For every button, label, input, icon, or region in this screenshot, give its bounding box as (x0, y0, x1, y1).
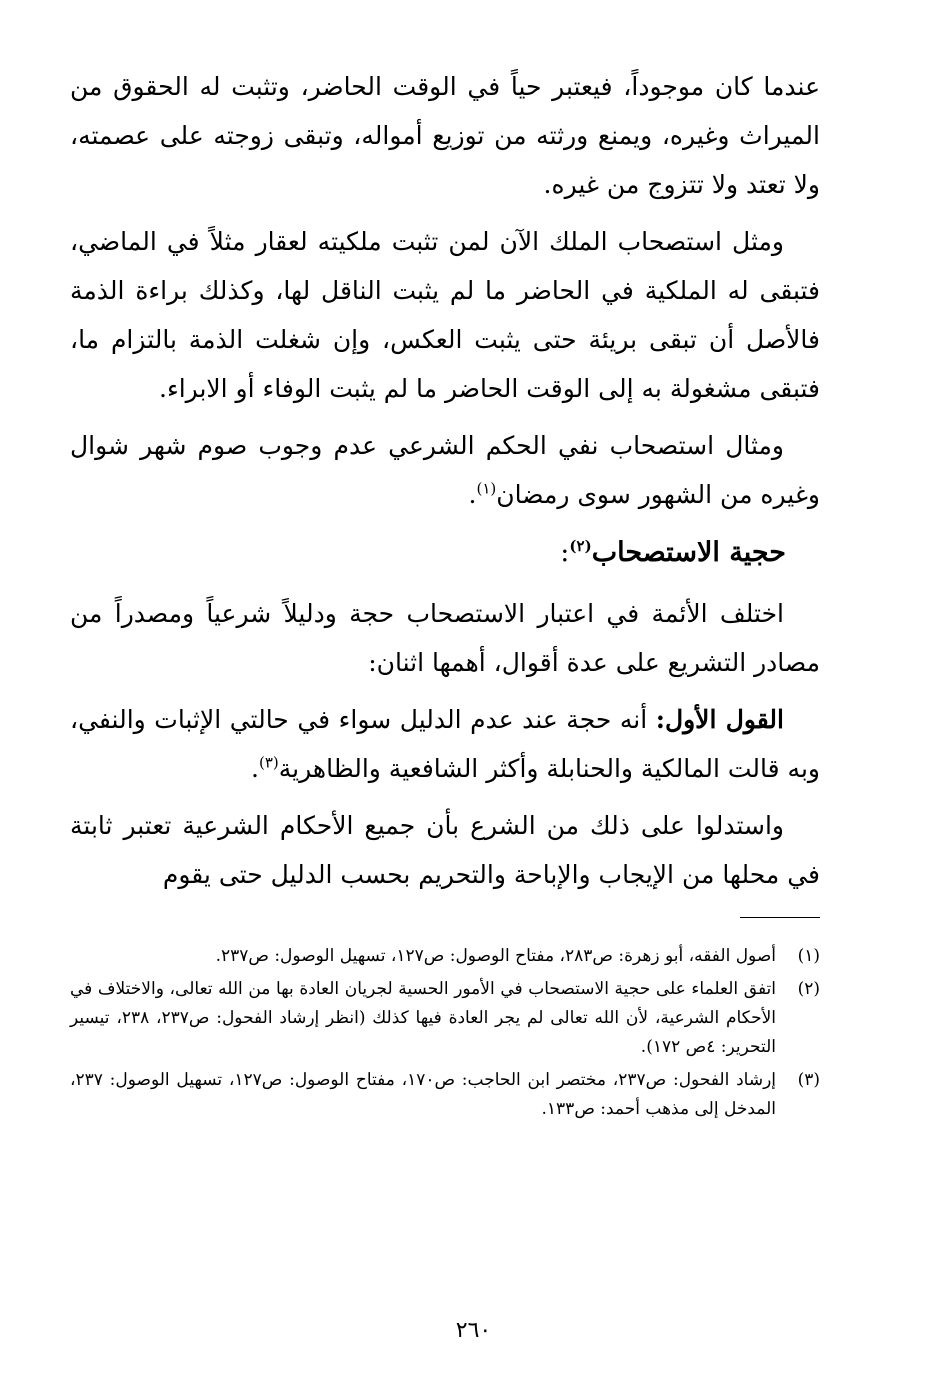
footnote-text: أصول الفقه، أبو زهرة: ص٢٨٣، مفتاح الوصول: ص١٢٧، تسهيل الوصول: ص٢٣٧. (215, 946, 776, 966)
footnote-item (70, 942, 820, 971)
paragraph-3-text: ومثال استصحاب نفي الحكم الشرعي عدم وجوب صوم شهر شوال وغيره من الشهور سوى رمضان (70, 431, 820, 509)
paragraph-1: عندما كان موجوداً، فيعتبر حياً في الوقت الحاضر، وتثبت له الحقوق من الميراث وغيره، ويمنع ورثته من توزيع أمواله، وتبقى زوجته على عصمته، ولا تعتد ولا تتزوج من غيره. (70, 72, 820, 199)
footnote-number: (٣) (797, 1070, 820, 1090)
footnote-ref-3[interactable]: (٣) (258, 753, 279, 772)
first-opinion-label: القول الأول: (655, 705, 784, 734)
paragraph-5-text: أنه حجة عند عدم الدليل سواء في حالتي الإثبات والنفي، وبه قالت المالكية والحنابلة وأكثر الشافعية والظاهرية (70, 705, 820, 783)
footnote-ref-1[interactable]: (١) (476, 479, 497, 498)
paragraph-5 (70, 695, 820, 793)
footnotes (70, 942, 820, 1124)
footnote-number: (٢) (797, 979, 820, 999)
section-heading (70, 527, 786, 579)
paragraph-4: اختلف الأئمة في اعتبار الاستصحاب حجة ودليلاً شرعياً ومصدراً من مصادر التشريع على عدة أقوال، أهمها اثنان: (70, 599, 820, 677)
heading-colon: : (560, 537, 570, 568)
footnote-text: إرشاد الفحول: ص٢٣٧، مختصر ابن الحاجب: ص١٧٠، مفتاح الوصول: ص١٢٧، تسهيل الوصول: ٢٣٧، المدخل إلى مذهب أحمد: ص١٣٣. (70, 1070, 776, 1119)
page-number: ٢٦٠ (455, 1318, 492, 1343)
footnote-ref-2[interactable]: (٢) (569, 537, 592, 555)
footnote-text: اتفق العلماء على حجية الاستصحاب في الأمور الحسية لجريان العادة بها من الله تعالى، والاختلاف في الأحكام الشرعية، لأن الله تعالى لم يجر العادة فيها كذلك (انظر إرشاد الفحول: ص٢٣٧، ٢٣٨، تيسير التحرير: ٤ص ١٧٢). (70, 979, 776, 1057)
paragraph-2: ومثل استصحاب الملك الآن لمن تثبت ملكيته لعقار مثلاً في الماضي، فتبقى له الملكية في الحاضر ما لم يثبت الناقل لها، وكذلك براءة الذمة فالأصل أن تبقى بريئة حتى يثبت العكس، وإن شغلت الذمة بالتزام ما، فتبقى مشغولة به إلى الوقت الحاضر ما لم يثبت الوفاء أو الابراء. (70, 227, 820, 403)
page-content (70, 62, 820, 1128)
paragraph-3 (70, 421, 820, 519)
footnote-item (70, 975, 820, 1062)
heading-text: حجية الاستصحاب (591, 537, 786, 568)
paragraph-6: واستدلوا على ذلك من الشرع بأن جميع الأحكام الشرعية تعتبر ثابتة في محلها من الإيجاب والإباحة والتحريم بحسب الدليل حتى يقوم (70, 811, 820, 889)
paragraph-3-end: . (468, 480, 477, 509)
footnote-separator (740, 917, 820, 918)
footnote-number: (١) (797, 946, 820, 966)
paragraph-5-end: . (251, 754, 259, 783)
footnote-item (70, 1066, 820, 1124)
